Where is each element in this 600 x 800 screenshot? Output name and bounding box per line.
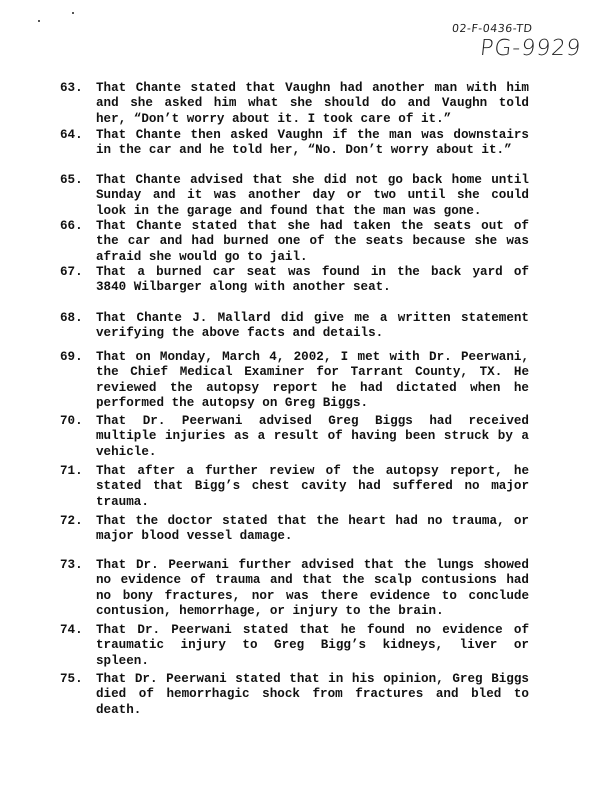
paragraph-number: 74. [60,623,83,637]
paragraph-line: Sunday and it was another day or two until she could [96,188,529,203]
paragraph-line: contusion, hemorrhage, or injury to the brain. [96,603,444,618]
paragraph-line: her, “Don’t worry about it. I took care of it.” [96,111,452,126]
paragraph-line: major blood vessel damage. [96,529,293,544]
scan-speck [72,12,74,14]
paragraph-line: look in the garage and found that the man was gone. [96,203,482,218]
paragraph-line: no bony fractures, nor was there evidence to conclude [96,588,529,603]
paragraph-line: and she asked him what she should do and Vaughn told [96,96,529,111]
paragraph-number: 63. [60,81,83,95]
paragraph-text [96,414,529,460]
paragraph-line: spleen. [96,653,149,668]
paragraph-line: That a burned car seat was found in the back yard of [96,265,529,279]
paragraph-line: the Chief Medical Examiner for Tarrant County, TX. He [96,365,529,380]
paragraph-line: That the doctor stated that the heart had no trauma, or [96,514,529,528]
paragraph-line: in the car and he told her, “No. Don’t worry about it.” [96,143,512,158]
paragraph-line: That Dr. Peerwani advised Greg Biggs had received [96,414,529,428]
paragraph-number: 65. [60,173,83,187]
paragraph-line: multiple injuries as a result of having been struck by a [96,429,529,444]
paragraph-number: 70. [60,414,83,428]
paragraph-text [96,81,529,127]
paragraph-text [96,623,529,669]
paragraph-number: 66. [60,219,83,233]
paragraph-line: That Dr. Peerwani stated that he found no evidence of [96,623,529,637]
paragraph-text [96,219,529,265]
handwritten-case-number: 02-F-0436-TD [451,22,534,35]
paragraph-number: 73. [60,558,83,572]
paragraph-line: That Chante J. Mallard did give me a written statement [96,311,529,325]
paragraph-line: trauma. [96,494,149,509]
paragraph-line: That Dr. Peerwani further advised that the lungs showed [96,558,529,572]
paragraph-line: That after a further review of the autopsy report, he [96,464,529,478]
paragraph-text [96,265,529,296]
paragraph-line: died of hemorrhagic shock from fractures and bled to [96,687,529,702]
paragraph-line: stated that Bigg’s chest cavity had suffered no major [96,479,529,494]
paragraph-number: 64. [60,128,83,142]
paragraph-text [96,128,529,159]
paragraph-number: 71. [60,464,83,478]
paragraph-text [96,464,529,510]
paragraph-text [96,173,529,219]
paragraph-line: no evidence of trauma and that the scalp contusions had [96,573,529,588]
paragraph-number: 72. [60,514,83,528]
paragraph-line: performed the autopsy on Greg Biggs. [96,395,369,410]
paragraph-line: the car and had burned one of the seats because she was [96,234,529,249]
paragraph-number: 69. [60,350,83,364]
paragraph-line: verifying the above facts and details. [96,326,384,341]
handwritten-page-number: PG-9929 [478,36,583,61]
paragraph-line: That Chante stated that Vaughn had another man with him [96,81,529,95]
paragraph-text [96,311,529,342]
paragraph-line: That on Monday, March 4, 2002, I met with Dr. Peerwani, [96,350,529,364]
scan-speck [38,20,40,22]
paragraph-number: 68. [60,311,83,325]
paragraph-line: reviewed the autopsy report he had dictated when he [96,380,529,395]
paragraph-line: afraid she would go to jail. [96,249,308,264]
paragraph-line: traumatic injury to Greg Bigg’s kidneys, liver or [96,638,529,653]
paragraph-line: death. [96,702,142,717]
paragraph-line: vehicle. [96,444,157,459]
paragraph-text [96,558,529,619]
paragraph-text [96,350,529,411]
paragraph-line: 3840 Wilbarger along with another seat. [96,280,391,295]
paragraph-number: 75. [60,672,83,686]
paragraph-text [96,672,529,718]
paragraph-number: 67. [60,265,83,279]
paragraph-line: That Chante then asked Vaughn if the man was downstairs [96,128,529,142]
paragraph-line: That Chante advised that she did not go back home until [96,173,529,187]
paragraph-line: That Dr. Peerwani stated that in his opinion, Greg Biggs [96,672,529,686]
paragraph-text [96,514,529,545]
paragraph-line: That Chante stated that she had taken the seats out of [96,219,529,233]
